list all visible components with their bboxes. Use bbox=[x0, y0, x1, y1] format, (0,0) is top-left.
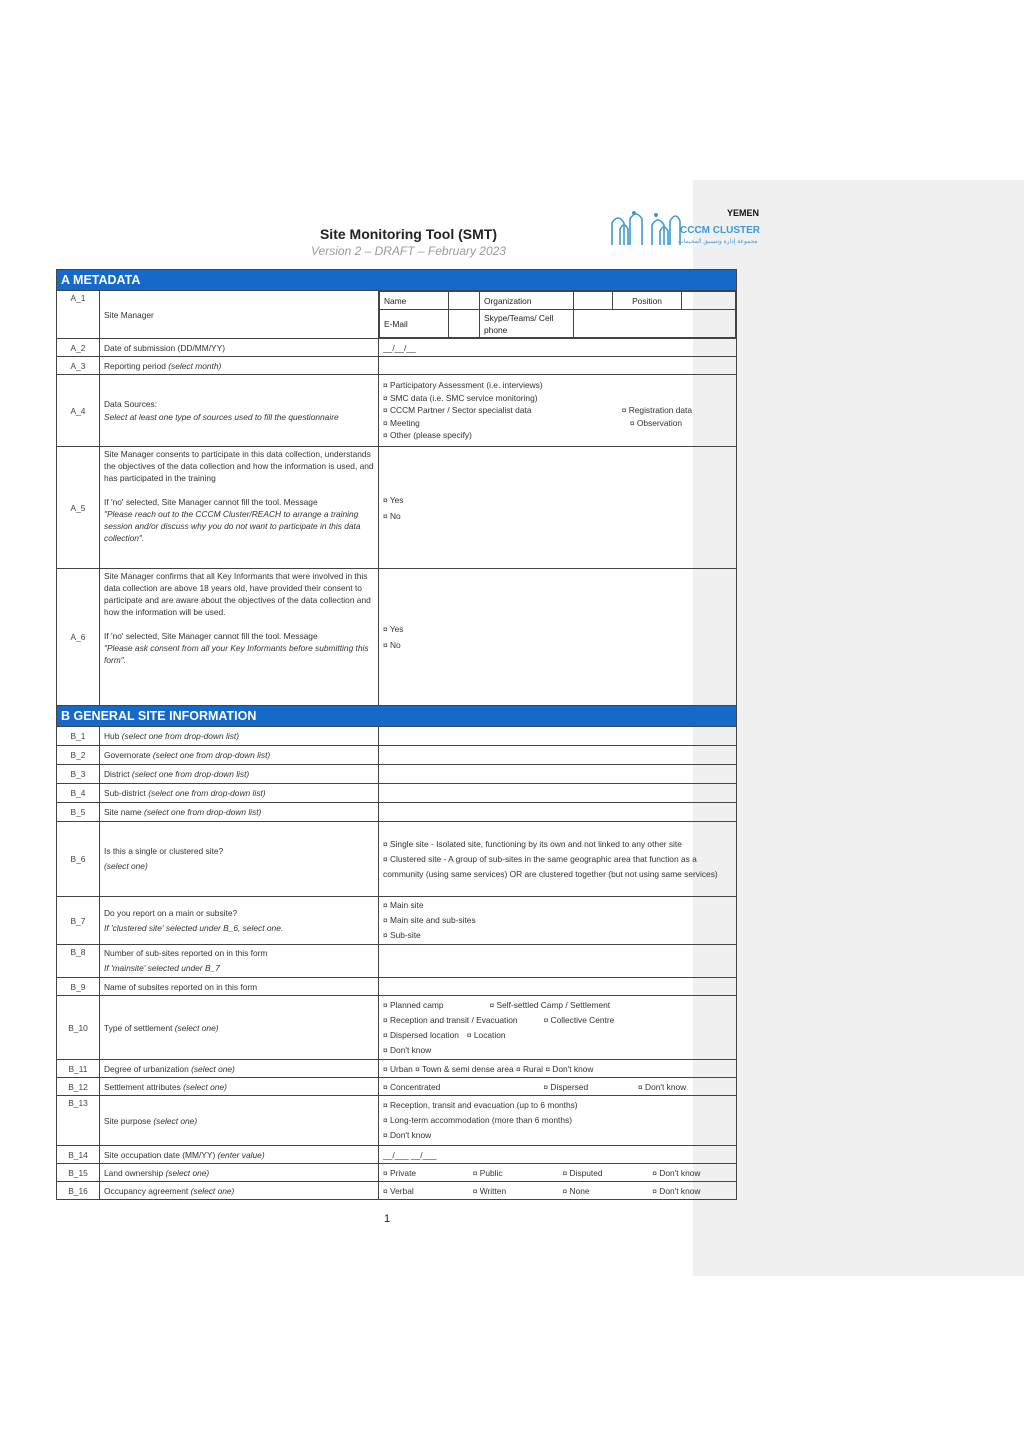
document-title: Site Monitoring Tool (SMT) bbox=[319, 226, 498, 242]
label-hint: (select one) bbox=[104, 861, 148, 871]
label-hint: (select one) bbox=[174, 1022, 219, 1033]
checkbox-option[interactable]: ¤ Don't know bbox=[638, 1081, 687, 1092]
question-label bbox=[100, 1146, 379, 1164]
checkbox-option[interactable]: ¤ Main site and sub-sites bbox=[383, 915, 476, 925]
label-text: Site purpose bbox=[104, 1115, 152, 1126]
label-note: If 'no' selected, Site Manager cannot fill the tool. Message bbox=[104, 497, 318, 507]
label-text: Do you report on a main or subsite? bbox=[104, 907, 238, 918]
checkbox-option[interactable]: ¤ Verbal bbox=[383, 1185, 414, 1196]
section-b-header: B GENERAL SITE INFORMATION bbox=[57, 706, 737, 727]
option-row bbox=[383, 417, 732, 430]
question-label: Name of subsites reported on in this form bbox=[100, 978, 379, 996]
settlement-attributes-options bbox=[379, 1078, 737, 1096]
question-code: B_13 bbox=[57, 1096, 100, 1146]
label-hint: (select one) bbox=[190, 1185, 235, 1196]
checkbox-option[interactable]: ¤ Participatory Assessment (i.e. interviews) bbox=[383, 380, 543, 391]
document-header bbox=[56, 205, 761, 269]
label-hint: If 'clustered site' selected under B_6, select one. bbox=[104, 922, 284, 933]
question-label bbox=[100, 375, 379, 447]
label-hint: (select one from drop-down list) bbox=[144, 807, 262, 817]
label-note-message: "Please reach out to the CCCM Cluster/REACH to arrange a training session and/or discuss why you do not want to participate in this data collection". bbox=[104, 509, 361, 543]
option-row bbox=[383, 404, 732, 417]
checkbox-option[interactable]: ¤ Self-settled Camp / Settlement bbox=[489, 999, 611, 1010]
urbanization-options[interactable]: ¤ Urban ¤ Town & semi dense area ¤ Rural ¤ Don't know bbox=[379, 1060, 737, 1078]
question-code: B_3 bbox=[57, 765, 100, 784]
governorate-field[interactable] bbox=[379, 746, 737, 765]
question-code: B_7 bbox=[57, 897, 100, 945]
question-code: B_4 bbox=[57, 784, 100, 803]
question-label bbox=[100, 765, 379, 784]
label-text: Is this a single or clustered site? bbox=[104, 846, 224, 856]
checkbox-option[interactable]: ¤ Private bbox=[383, 1167, 417, 1178]
question-label bbox=[100, 1060, 379, 1078]
checkbox-option[interactable]: ¤ None bbox=[562, 1185, 590, 1196]
label-hint: (select one) bbox=[153, 1115, 198, 1126]
question-code: B_6 bbox=[57, 822, 100, 897]
question-label bbox=[100, 447, 379, 569]
question-label bbox=[100, 996, 379, 1060]
question-label bbox=[100, 784, 379, 803]
label-text: Hub bbox=[104, 731, 120, 741]
logo-text: CCCM CLUSTER bbox=[680, 225, 760, 236]
question-code: B_9 bbox=[57, 978, 100, 996]
question-code: B_12 bbox=[57, 1078, 100, 1096]
option-row bbox=[383, 1167, 732, 1179]
question-code: B_11 bbox=[57, 1060, 100, 1078]
ki-consent-options bbox=[379, 569, 737, 706]
question-code: A_1 bbox=[57, 291, 100, 339]
label-hint: Select at least one type of sources used to fill the questionnaire bbox=[104, 411, 339, 422]
question-code: A_3 bbox=[57, 357, 100, 375]
logo-subtext: مجموعة إدارة وتنسيق المخيمات bbox=[678, 239, 758, 245]
checkbox-option[interactable]: ¤ Don't know bbox=[383, 1130, 432, 1140]
site-manager-fields bbox=[379, 291, 737, 339]
checkbox-option[interactable]: ¤ Meeting bbox=[383, 417, 420, 428]
checkbox-option[interactable]: ¤ Location bbox=[466, 1029, 506, 1040]
subsite-count-field[interactable] bbox=[379, 945, 737, 978]
label-hint: (select one) bbox=[183, 1081, 227, 1092]
district-field[interactable] bbox=[379, 765, 737, 784]
email-label: E-Mail bbox=[380, 310, 449, 338]
checkbox-option[interactable]: ¤ Disputed bbox=[562, 1167, 603, 1178]
email-field[interactable] bbox=[449, 310, 480, 338]
label-text: Degree of urbanization bbox=[104, 1063, 189, 1074]
label-text: District bbox=[104, 769, 130, 779]
label-text: Site occupation date (MM/YY) bbox=[104, 1149, 216, 1160]
checkbox-option[interactable]: ¤ Observation bbox=[629, 417, 683, 428]
position-label: Position bbox=[613, 292, 682, 310]
question-code: A_5 bbox=[57, 447, 100, 569]
question-code: B_14 bbox=[57, 1146, 100, 1164]
checkbox-option[interactable]: ¤ Other (please specify) bbox=[383, 430, 472, 441]
question-code: B_10 bbox=[57, 996, 100, 1060]
question-label bbox=[100, 727, 379, 746]
name-label: Name bbox=[380, 292, 449, 310]
label-text: Land ownership bbox=[104, 1167, 164, 1178]
option-row bbox=[383, 1081, 732, 1093]
document-subtitle: Version 2 – DRAFT – February 2023 bbox=[311, 244, 506, 258]
checkbox-option[interactable]: ¤ CCCM Partner / Sector specialist data bbox=[383, 405, 532, 416]
question-code: B_1 bbox=[57, 727, 100, 746]
label-note-message: "Please ask consent from all your Key Informants before submitting this form". bbox=[104, 643, 369, 665]
position-field[interactable] bbox=[682, 292, 736, 310]
land-ownership-options bbox=[379, 1164, 737, 1182]
label-hint: (select one from drop-down list) bbox=[152, 750, 271, 760]
comment-margin-panel bbox=[693, 180, 1024, 1276]
label-text: Site name bbox=[104, 807, 142, 817]
question-label bbox=[100, 1096, 379, 1146]
label-text: Reporting period bbox=[104, 360, 166, 371]
organization-field[interactable] bbox=[574, 292, 613, 310]
checkbox-option[interactable]: ¤ Yes bbox=[383, 624, 404, 634]
label-text: Settlement attributes bbox=[104, 1081, 181, 1092]
label-hint: (select month) bbox=[168, 360, 222, 371]
checkbox-option[interactable]: ¤ Don't know bbox=[652, 1185, 701, 1196]
option-row bbox=[383, 1028, 732, 1043]
question-label bbox=[100, 569, 379, 706]
occupation-date-field[interactable]: __/___ __/___ bbox=[379, 1146, 737, 1164]
phone-label: Skype/Teams/ Cell phone bbox=[480, 310, 574, 338]
question-code: A_4 bbox=[57, 375, 100, 447]
option-row bbox=[383, 1013, 732, 1028]
question-code: A_2 bbox=[57, 339, 100, 357]
checkbox-option[interactable]: ¤ Long-term accommodation (more than 6 months) bbox=[383, 1115, 572, 1125]
label-hint: (select one from drop-down list) bbox=[131, 769, 250, 779]
label-hint: (select one from drop-down list) bbox=[148, 788, 266, 798]
question-code: B_15 bbox=[57, 1164, 100, 1182]
country-label: YEMEN bbox=[726, 208, 759, 218]
question-label bbox=[100, 945, 379, 978]
site-name-field[interactable] bbox=[379, 803, 737, 822]
checkbox-option[interactable]: ¤ Collective Centre bbox=[543, 1014, 615, 1025]
question-label bbox=[100, 822, 379, 897]
settlement-type-options bbox=[379, 996, 737, 1060]
checkbox-option[interactable]: ¤ Concentrated bbox=[383, 1081, 441, 1092]
question-label: Date of submission (DD/MM/YY) bbox=[100, 339, 379, 357]
question-label bbox=[100, 803, 379, 822]
question-label bbox=[100, 746, 379, 765]
checkbox-option[interactable]: ¤ Planned camp bbox=[383, 999, 444, 1010]
site-type-options bbox=[379, 822, 737, 897]
checkbox-option[interactable]: ¤ SMC data (i.e. SMC service monitoring) bbox=[383, 392, 538, 403]
question-label: Site Manager bbox=[100, 291, 379, 339]
checkbox-option[interactable]: ¤ Public bbox=[472, 1167, 503, 1178]
question-code: A_6 bbox=[57, 569, 100, 706]
checkbox-option[interactable]: ¤ Sub-site bbox=[383, 930, 421, 940]
label-hint: (select one) bbox=[165, 1167, 210, 1178]
occupancy-agreement-options bbox=[379, 1182, 737, 1200]
label-text: Type of settlement bbox=[104, 1022, 173, 1033]
label-hint: If 'mainsite' selected under B_7 bbox=[104, 963, 220, 973]
checkbox-option[interactable]: ¤ Clustered site - A group of sub-sites in the same geographic area that function as a community (using same services) OR are clustered together (but not using same services) bbox=[383, 853, 718, 879]
section-a-header: A METADATA bbox=[57, 270, 737, 291]
subsite-names-field[interactable] bbox=[379, 978, 737, 996]
report-site-options bbox=[379, 897, 737, 945]
label-text: Governorate bbox=[104, 750, 151, 760]
label-text: Number of sub-sites reported on in this form bbox=[104, 948, 268, 958]
label-text: Site Manager confirms that all Key Informants that were involved in this data collection are above 18 years old, have provided their consent to participate and are aware about the objectives of the data collection and how the information will be used. bbox=[104, 571, 371, 617]
submission-date-field[interactable]: __/__/__ bbox=[379, 339, 737, 357]
label-hint: (enter value) bbox=[217, 1149, 265, 1160]
checkbox-option[interactable]: ¤ Reception and transit / Evacuation bbox=[383, 1014, 518, 1025]
name-field[interactable] bbox=[449, 292, 480, 310]
organization-label: Organization bbox=[480, 292, 574, 310]
checkbox-option[interactable]: ¤ Don't know bbox=[383, 1044, 432, 1055]
consent-options bbox=[379, 447, 737, 569]
checkbox-option[interactable]: ¤ Reception, transit and evacuation (up to 6 months) bbox=[383, 1100, 578, 1110]
hub-field[interactable] bbox=[379, 727, 737, 746]
site-purpose-options bbox=[379, 1096, 737, 1146]
checkbox-option[interactable]: ¤ No bbox=[383, 640, 401, 650]
question-label bbox=[100, 1164, 379, 1182]
checkbox-option[interactable]: ¤ Written bbox=[472, 1185, 507, 1196]
question-label bbox=[100, 1078, 379, 1096]
option-row bbox=[383, 1185, 732, 1197]
checkbox-option[interactable]: ¤ Dispersed bbox=[543, 1081, 589, 1092]
label-note: If 'no' selected, Site Manager cannot fill the tool. Message bbox=[104, 631, 318, 641]
checkbox-option[interactable]: ¤ Yes bbox=[383, 494, 404, 505]
data-sources-options bbox=[379, 375, 737, 447]
monitoring-form-table bbox=[56, 269, 737, 1200]
question-label bbox=[100, 1182, 379, 1200]
question-code: B_5 bbox=[57, 803, 100, 822]
question-label bbox=[100, 897, 379, 945]
checkbox-option[interactable]: ¤ Single site - Isolated site, functioning by its own and not linked to any other site bbox=[383, 838, 682, 849]
label-text: Data Sources: bbox=[104, 399, 158, 409]
option-row bbox=[383, 998, 732, 1013]
label-text: Sub-district bbox=[104, 788, 146, 798]
question-code: B_8 bbox=[57, 945, 100, 978]
sub-district-field[interactable] bbox=[379, 784, 737, 803]
checkbox-option[interactable]: ¤ Main site bbox=[383, 900, 424, 910]
question-label bbox=[100, 357, 379, 375]
checkbox-option[interactable]: ¤ No bbox=[383, 510, 401, 521]
label-hint: (select one) bbox=[191, 1063, 235, 1074]
label-text: Occupancy agreement bbox=[104, 1185, 189, 1196]
label-text: Site Manager consents to participate in this data collection, understands the objectives of the data collection and how the information is used, and has participated in the training bbox=[104, 449, 374, 483]
question-code: B_16 bbox=[57, 1182, 100, 1200]
page-number: 1 bbox=[384, 1213, 391, 1225]
checkbox-option[interactable]: ¤ Don't know bbox=[652, 1167, 701, 1178]
checkbox-option[interactable]: ¤ Registration data bbox=[621, 405, 693, 416]
phone-field[interactable] bbox=[574, 310, 736, 338]
label-hint: (select one from drop-down list) bbox=[121, 731, 239, 741]
reporting-period-field[interactable] bbox=[379, 357, 737, 375]
question-code: B_2 bbox=[57, 746, 100, 765]
checkbox-option[interactable]: ¤ Dispersed location bbox=[383, 1029, 459, 1040]
